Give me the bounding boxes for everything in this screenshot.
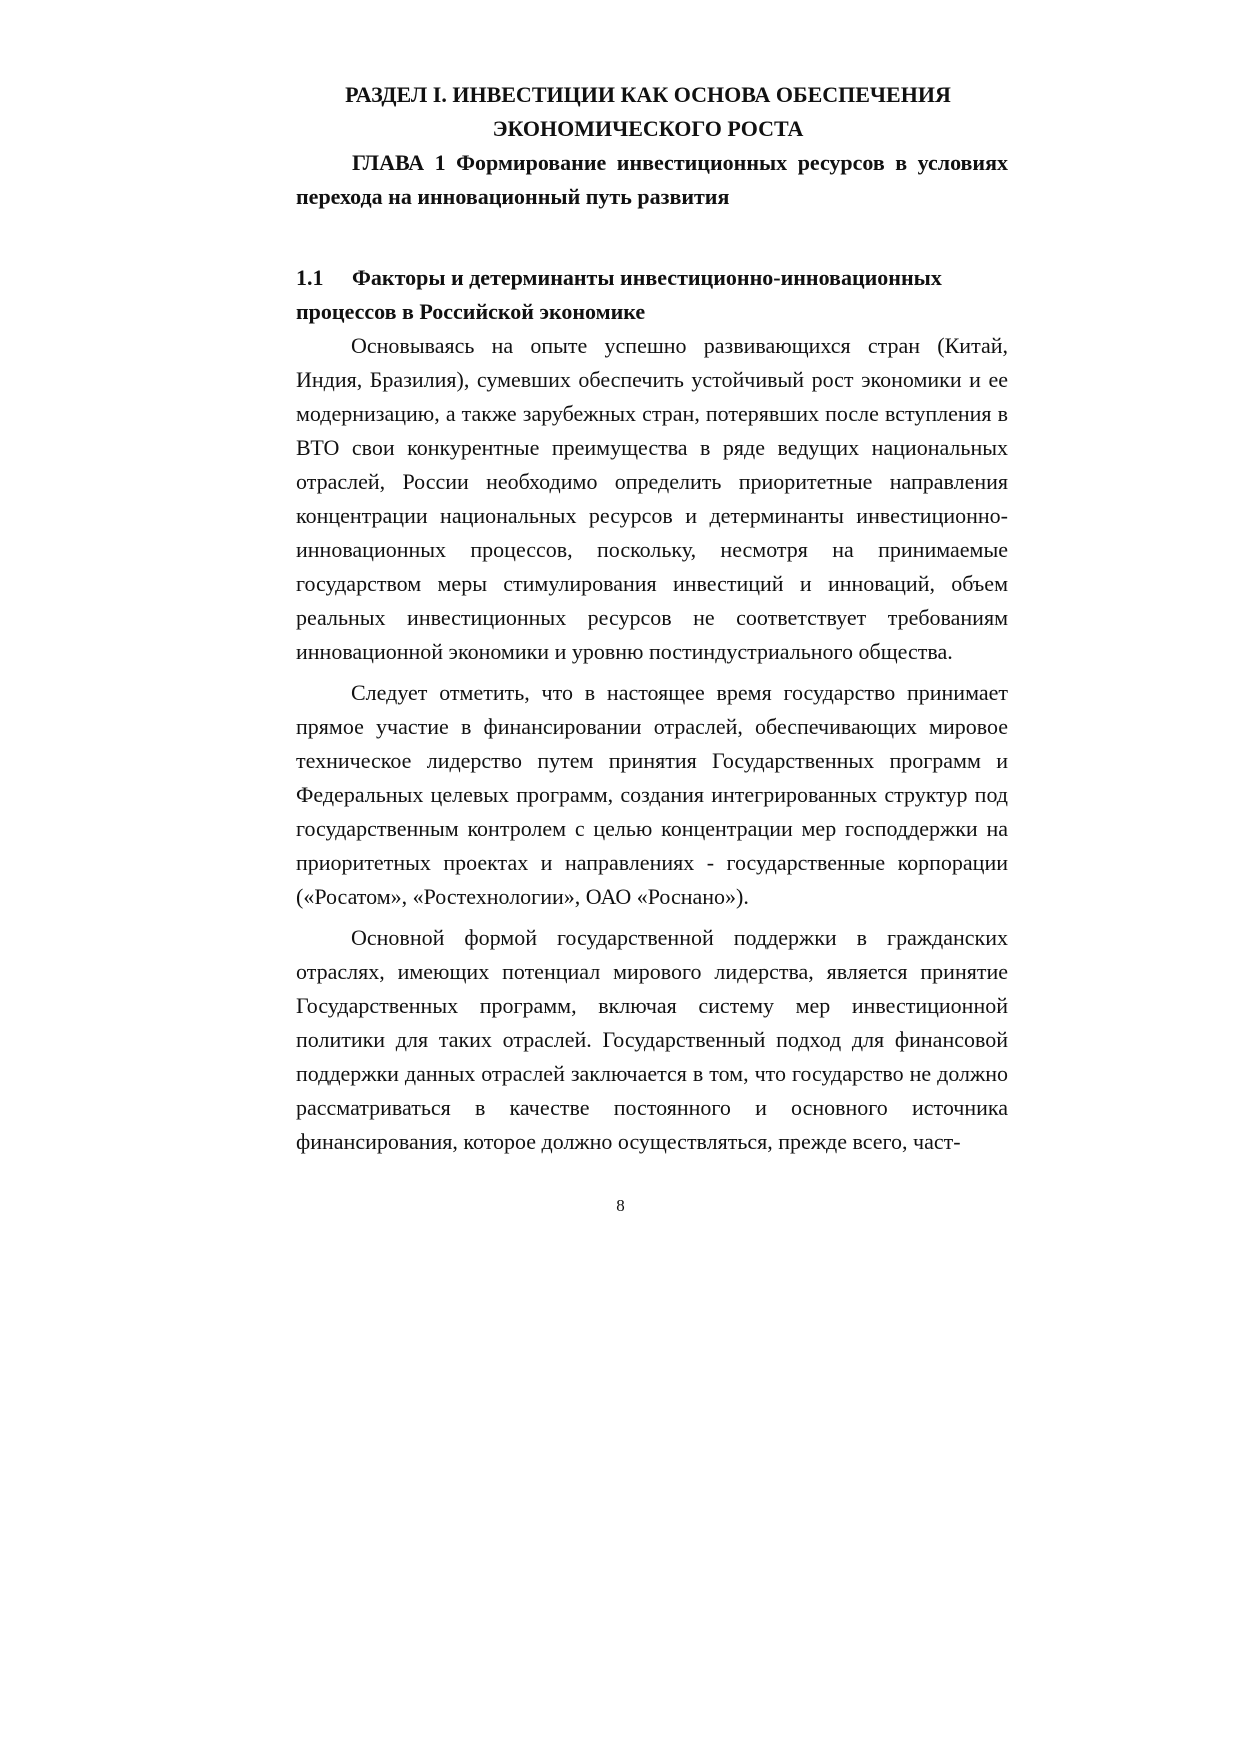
page-number: 8 xyxy=(616,1196,625,1215)
subsection-number: 1.1 xyxy=(296,265,324,290)
section-title-line-1: РАЗДЕЛ I. ИНВЕСТИЦИИ КАК ОСНОВА ОБЕСПЕЧЕНИЯ xyxy=(345,82,951,107)
paragraph: Основной формой государственной поддержки в гражданских отраслях, имеющих потенциал мирового лидерства, является принятие Государственных программ, включая систему мер инвестиционной политики для таких отраслей. Государственный подход для финансовой поддержки данных отраслей заключается в том, что государство не должно рассматриваться в качестве постоянного и основного источника финансирования, которое должно осуществляться, прежде всего, част- xyxy=(296,925,1008,1154)
paragraph: Основываясь на опыте успешно развивающихся стран (Китай, Индия, Бразилия), сумевших обеспечить устойчивый рост экономики и ее модернизацию, а также зарубежных стран, потерявших после вступления в ВТО свои конкурентные преимущества в ряде ведущих национальных отраслей, России необходимо определить приоритетные направления концентрации национальных ресурсов и детерминанты инвестиционно-инновационных процессов, поскольку, несмотря на принимаемые государством меры стимулирования инвестиций и инноваций, объем реальных инвестиционных ресурсов не соответствует требованиям инновационной экономики и уровню постиндустриального общества. xyxy=(296,333,1008,664)
subsection-title-line-1: Факторы и детерминанты инвестиционно-инновационных xyxy=(352,265,942,290)
chapter-title: ГЛАВА 1 Формирование инвестиционных ресурсов в условиях перехода на инновационный путь развития xyxy=(296,150,1008,209)
subsection-title-line-2: процессов в Российской экономике xyxy=(296,299,646,324)
section-title xyxy=(296,78,1008,146)
paragraph: Следует отметить, что в настоящее время государство принимает прямое участие в финансировании отраслей, обеспечивающих мировое техническое лидерство путем принятия Государственных программ и Федеральных целевых программ, создания интегрированных структур под государственным контролем с целью концентрации мер господдержки на приоритетных проектах и направлениях - государственные корпорации («Росатом», «Ростехнологии», ОАО «Роснано»). xyxy=(296,680,1008,909)
section-title-line-2: ЭКОНОМИЧЕСКОГО РОСТА xyxy=(492,116,804,141)
subsection-heading xyxy=(296,261,1008,329)
document-page xyxy=(296,78,1008,1159)
